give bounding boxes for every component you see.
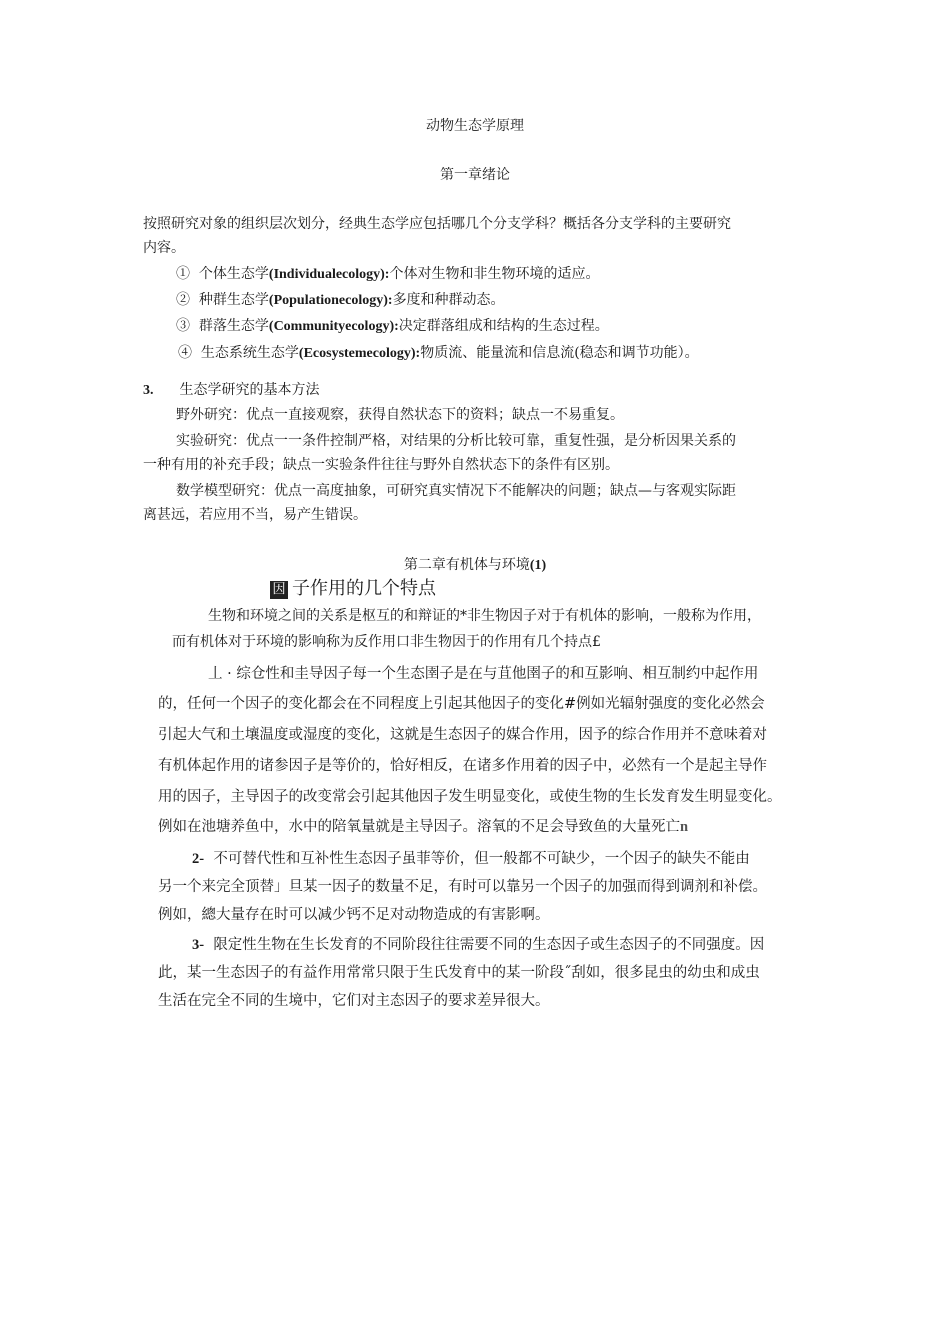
item-desc: 物质流、能量流和信息流(稳态和调节功能）。 (420, 345, 699, 361)
point2-lead-2: 互补性 (300, 851, 344, 867)
field-research: 野外研究：优点一直接观察，获得自然状态下的资料；缺点一不易重复。 (176, 407, 624, 423)
point1-line-1 (208, 664, 758, 684)
item-desc: 多度和种群动态。 (392, 292, 505, 308)
factor-glyph-icon: 因 (270, 581, 288, 599)
item-cn: 个体生态学 (198, 266, 269, 282)
chapter2-title-number: (1) (529, 558, 547, 573)
math-model-line-1: 数学模型研究：优点一高度抽象，可研究真实情况下不能解决的问题；缺点—与客观实际距 (176, 483, 736, 499)
point1-line-3: 引起大气和土壤温度或湿度的变化，这就是生态因子的媒合作用，因予的综合作用并不意味着对 (158, 727, 767, 743)
point3-line-1 (192, 935, 764, 955)
item-desc: 个体对生物和非生物环境的适应。 (389, 266, 600, 282)
point2-text: 生态因子虽菲等价，但一般都不可缺少，一个因子的缺失不能由 (343, 851, 750, 867)
section3-heading (143, 380, 320, 401)
point1-text: 和圭导因子每一个生态圉子是在与苴他圉子的和互影响、相互制约中起作用 (279, 666, 759, 682)
item-number: ① (176, 266, 190, 282)
point1-lead: 丄 · 综仓性 (208, 666, 280, 682)
item-cn: 群落生态学 (198, 318, 269, 334)
point3-line-2: 此，某一生态因子的有益作用常常只限于生氏发育中的某一阶段˝刮如，很多昆虫的幼虫和成虫 (158, 965, 760, 981)
item-en: (Populationecology): (268, 293, 393, 308)
point2-and: 和 (285, 851, 301, 867)
question-line-1: 按照研究对象的组织层次划分，经典生态学应包括哪几个分支学科？概括各分支学科的主要研究 (143, 216, 731, 232)
point2-number: 2- (192, 851, 205, 867)
item-number: ④ (178, 345, 192, 361)
point2-line-1 (192, 849, 750, 869)
point3-lead: 限定性 (213, 937, 257, 953)
point3-number: 3- (192, 937, 205, 953)
intro-line-2: 而有机体对于环境的影响称为反作用口非生物因于的作用有几个持点£ (172, 634, 601, 650)
list-item (176, 316, 609, 337)
item-cn: 生态系统生态学 (200, 345, 299, 361)
item-en: (Communityecology): (268, 319, 399, 334)
experiment-line-2: 一种有用的补充手段；缺点一实验条件往往与野外自然状态下的条件有区别。 (143, 457, 619, 473)
list-item (176, 290, 505, 311)
point1-trailing-mark: n (680, 819, 689, 835)
item-en: (Individualecology): (268, 267, 390, 282)
experiment-line-1: 实验研究：优点一一条件控制严格，对结果的分析比较可靠，重复性强，是分析因果关系的 (176, 433, 736, 449)
math-model-line-2: 离甚远，若应用不当，易产生错误。 (143, 507, 367, 523)
point1-line-2: 的，任何一个因子的变化都会在不同程度上引起其他因子的变化#例如光辐射强度的变化必然会 (158, 696, 765, 712)
item-number: ③ (176, 318, 190, 334)
item-cn: 种群生态学 (198, 292, 269, 308)
intro-line-1: 生物和环境之间的关系是枢互的和辩证的*非生物因子对于有机体的影响，一般称为作用， (208, 608, 761, 624)
point2-lead-1: 不可替代性 (213, 851, 286, 867)
point3-text: 生物在生长发育的不同阶段往往需要不同的生态因子或生态因子的不同强度。因 (256, 937, 765, 953)
item-number: ② (176, 292, 190, 308)
point1-line-6 (158, 817, 688, 837)
point2-line-3: 例如，總大量存在时可以减少钙不足对动物造成的有害影啊。 (158, 907, 550, 923)
point2-line-2: 另一个来完全顶替」旦某一因子的数量不足，有时可以靠另一个因子的加强而得到调剂和补偿。 (158, 879, 767, 895)
item-desc: 决定群落组成和结构的生态过程。 (398, 318, 609, 334)
factor-heading (270, 577, 436, 601)
chapter2-title-text: 第二章有机体与环境 (403, 557, 530, 573)
list-item (178, 343, 699, 364)
section3-title: 生态学研究的基本方法 (179, 382, 320, 398)
item-en: (Ecosystemecology): (298, 346, 421, 361)
factor-heading-text: 子作用的几个特点 (292, 578, 436, 599)
list-item (176, 264, 599, 285)
chapter2-title (0, 555, 950, 576)
point3-line-3: 生活在完全不同的生境中，它们对主态因子的要求差异很大。 (158, 993, 550, 1009)
document-title: 动物生态学原理 (426, 118, 524, 134)
question-line-2: 内容。 (143, 240, 185, 256)
section3-number: 3. (143, 383, 154, 398)
chapter1-title: 第一章绪论 (440, 167, 510, 183)
point1-line-5: 用的因子，主导因子的改变常会引起其他因子发生明显变化，或使生物的生长发育发生明显变化。 (158, 789, 782, 805)
point1-text-end: 例如在池塘养鱼中，水中的陪氧量就是主导因子。溶氧的不足会导致鱼的大量死亡 (158, 819, 680, 835)
point1-line-4: 有机体起作用的诸参因子是等价的，恰好相反，在诸多作用着的因子中，必然有一个是起主导作 (158, 758, 767, 774)
